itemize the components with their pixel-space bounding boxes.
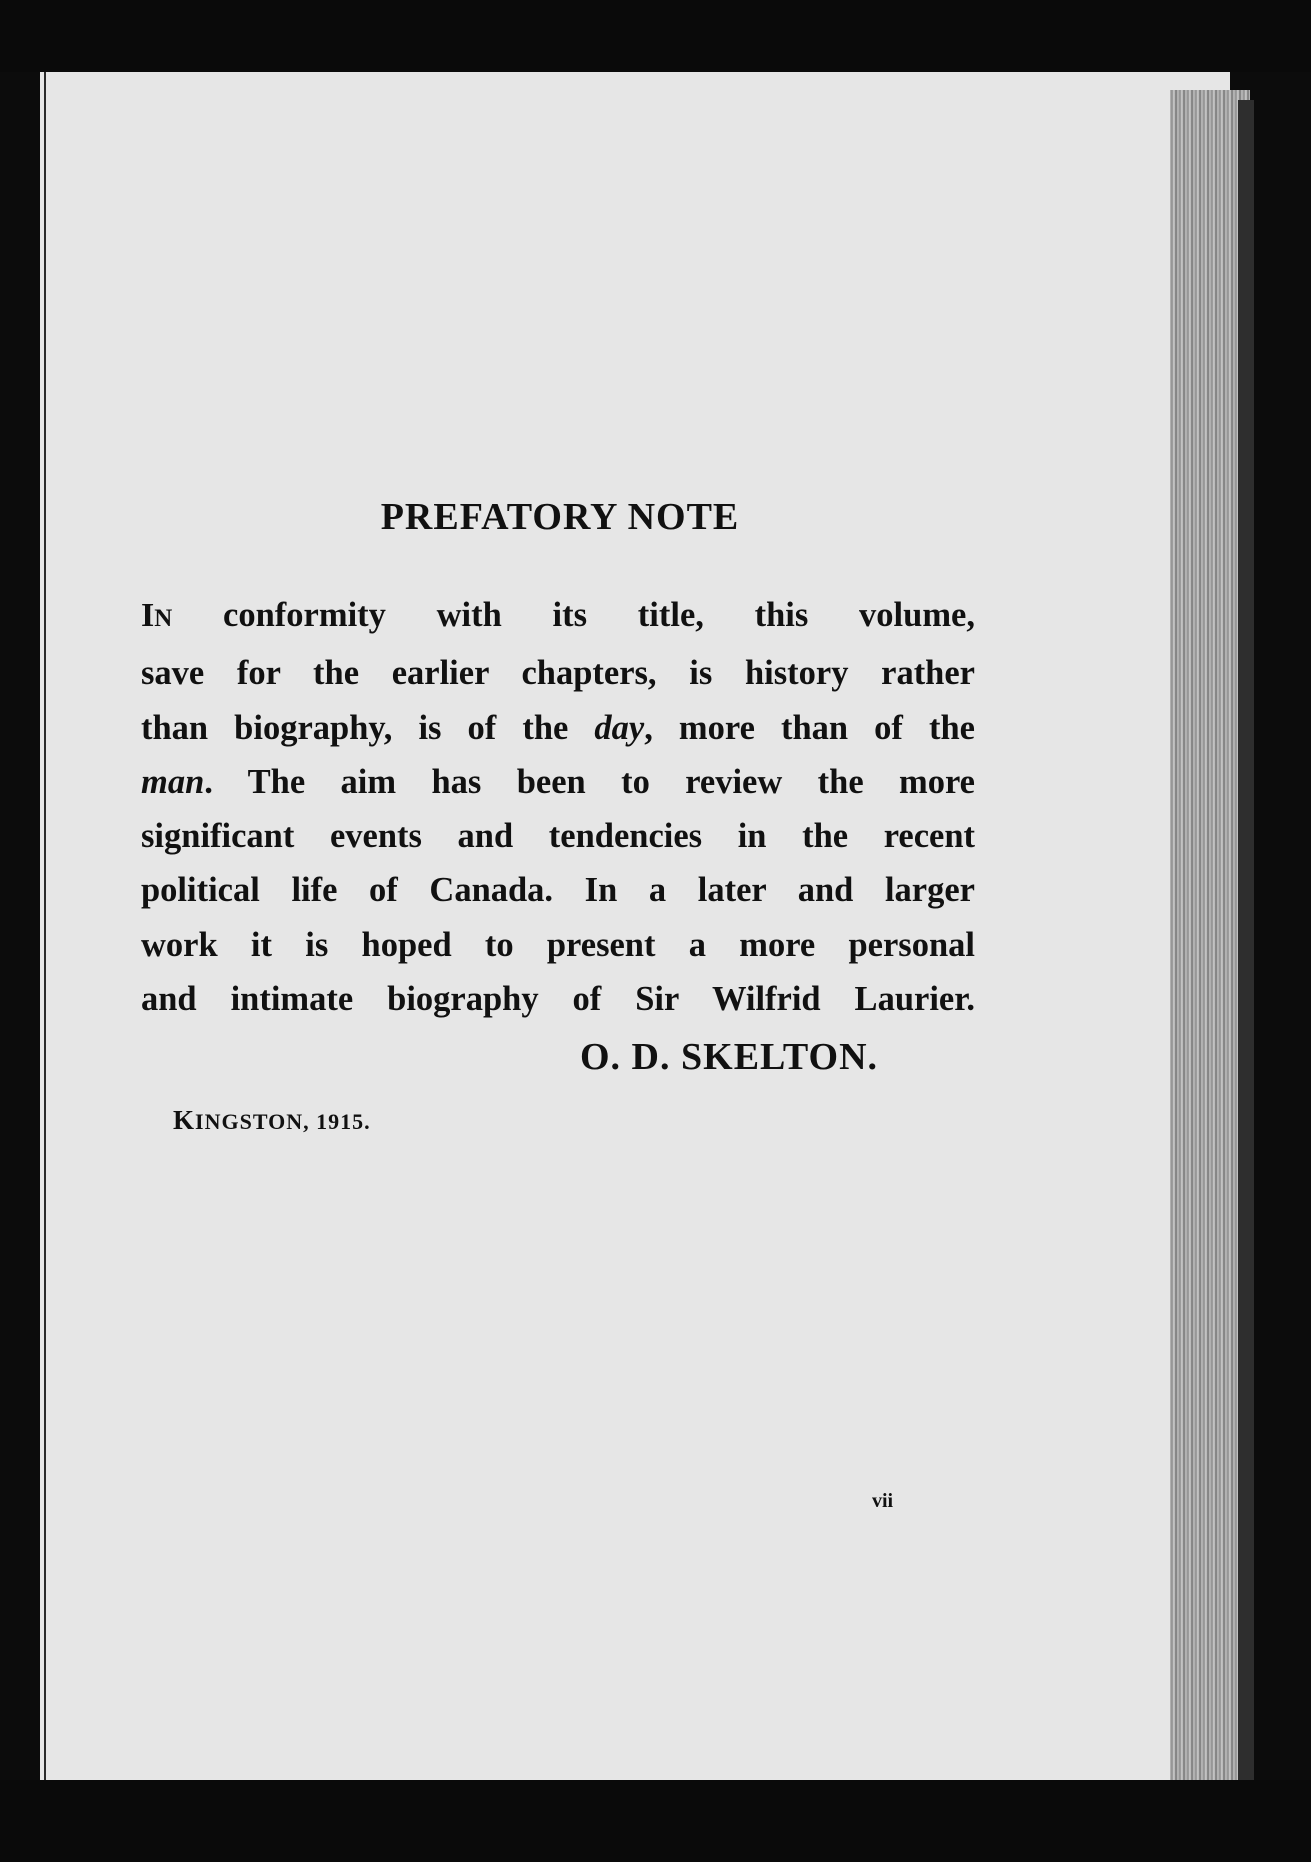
line-text: . The aim has been to review the more [204, 762, 975, 801]
prefatory-paragraph [141, 588, 975, 1026]
book-edge-shadow [1238, 100, 1254, 1780]
drop-capital-rest: N [154, 605, 173, 632]
place-date [173, 1105, 473, 1136]
page-title: PREFATORY NOTE [380, 496, 740, 538]
paragraph-line: save for the earlier chapters, is history rather [141, 654, 975, 693]
place-rest: INGSTON, 1915. [195, 1109, 371, 1134]
paragraph-line [141, 701, 975, 755]
paragraph-line: work it is hoped to present a more personal [141, 925, 975, 964]
scan-border-bottom [0, 1780, 1311, 1862]
emphasis-day: day [594, 708, 645, 747]
page-gutter-line [44, 72, 46, 1784]
emphasis-man: man [141, 762, 205, 801]
line-text: , more than of the [644, 708, 975, 747]
paragraph-line [141, 588, 975, 646]
scan-border-top [0, 0, 1311, 72]
paragraph-line: and intimate biography of Sir Wilfrid Laurier. [141, 980, 975, 1019]
page-number: vii [872, 1490, 894, 1512]
author-signature: O. D. SKELTON. [580, 1036, 879, 1078]
paragraph-line: political life of Canada. In a later and larger [141, 871, 975, 910]
paragraph-line: significant events and tendencies in the recent [141, 817, 975, 856]
place-initial: K [173, 1105, 196, 1135]
line-text: conformity with its title, this volume, [172, 596, 975, 634]
paragraph-line [141, 755, 975, 809]
line-text: than biography, is of the [141, 708, 595, 747]
drop-capital: I [141, 597, 155, 634]
